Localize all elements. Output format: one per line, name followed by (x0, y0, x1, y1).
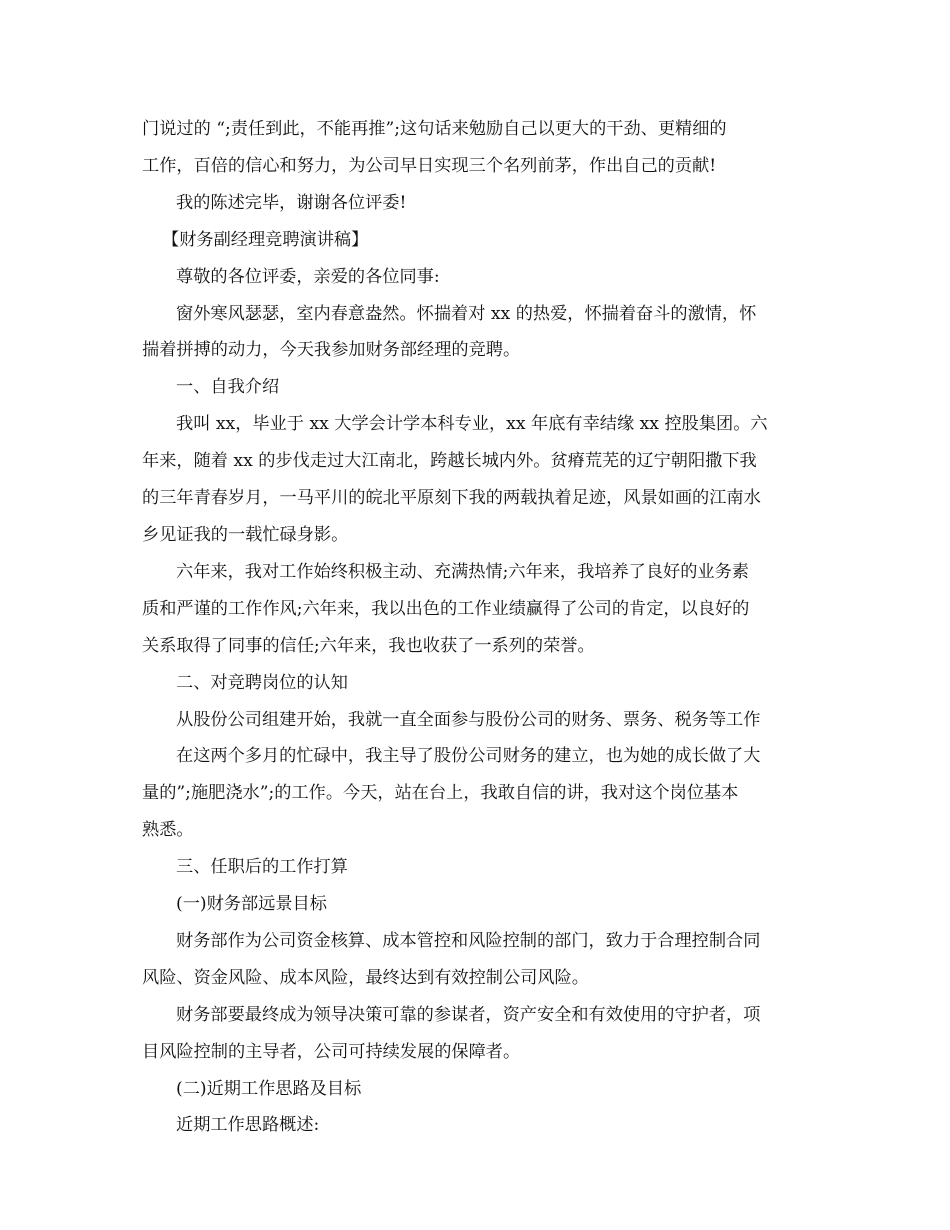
subsection-heading: (二)近期工作思路及目标 (176, 1078, 362, 1099)
section-heading: 一、自我介绍 (176, 377, 280, 398)
paragraph-line: 熟悉。 (142, 820, 194, 841)
paragraph-line: 财务部要最终成为领导决策可靠的参谋者，资产安全和有效使用的守护者，项 (176, 1004, 761, 1025)
salutation: 尊敬的各位评委，亲爱的各位同事: (176, 266, 440, 287)
paragraph-line: 的三年青春岁月，一马平川的皖北平原刻下我的两载执着足迹，风景如画的江南水 (142, 488, 761, 509)
paragraph-line: 工作，百倍的信心和努力，为公司早日实现三个名列前茅，作出自己的贡献! (142, 155, 717, 176)
paragraph-line: 六年来，我对工作始终积极主动、充满热情;六年来，我培养了良好的业务素 (176, 561, 749, 582)
paragraph-line: 风险、资金风险、成本风险，最终达到有效控制公司风险。 (142, 967, 589, 988)
section-title: 【财务副经理竞聘演讲稿】 (162, 229, 369, 250)
paragraph-line: 财务部作为公司资金核算、成本管控和风险控制的部门，致力于合理控制合同 (176, 930, 761, 951)
paragraph-line: 揣着拼搏的动力，今天我参加财务部经理的竞聘。 (142, 340, 521, 361)
paragraph-line: 我叫 xx，毕业于 xx 大学会计学本科专业，xx 年底有幸结缘 xx 控股集团。六 (176, 414, 768, 435)
paragraph-line: 我的陈述完毕，谢谢各位评委! (176, 192, 407, 213)
paragraph-line: 近期工作思路概述: (176, 1115, 320, 1136)
paragraph-line: 年来，随着 xx 的步伐走过大江南北，跨越长城内外。贫瘠荒芜的辽宁朝阳撒下我 (142, 451, 757, 472)
paragraph-line: 在这两个多月的忙碌中，我主导了股份公司财务的建立，也为她的成长做了大 (176, 746, 761, 767)
section-heading: 二、对竞聘岗位的认知 (176, 672, 348, 693)
subsection-heading: (一)财务部远景目标 (176, 894, 327, 915)
paragraph-line: 质和严谨的工作作风;六年来，我以出色的工作业绩赢得了公司的肯定，以良好的 (142, 598, 750, 619)
section-heading: 三、任职后的工作打算 (176, 857, 348, 878)
paragraph-line: 量的”;施肥浇水”;的工作。今天，站在台上，我敢自信的讲，我对这个岗位基本 (142, 783, 739, 804)
paragraph-line: 门说过的 “;责任到此，不能再推”;这句话来勉励自己以更大的干劲、更精细的 (142, 119, 727, 139)
paragraph-line: 乡见证我的一载忙碌身影。 (142, 524, 349, 545)
document-body (142, 111, 814, 1144)
paragraph-line: 窗外寒风瑟瑟，室内春意盎然。怀揣着对 xx 的热爱，怀揣着奋斗的激情，怀 (176, 303, 757, 324)
paragraph-line: 从股份公司组建开始，我就一直全面参与股份公司的财务、票务、税务等工作 (176, 709, 761, 730)
paragraph-line: 目风险控制的主导者，公司可持续发展的保障者。 (142, 1041, 521, 1062)
paragraph-line: 关系取得了同事的信任;六年来，我也收获了一系列的荣誉。 (142, 635, 595, 656)
